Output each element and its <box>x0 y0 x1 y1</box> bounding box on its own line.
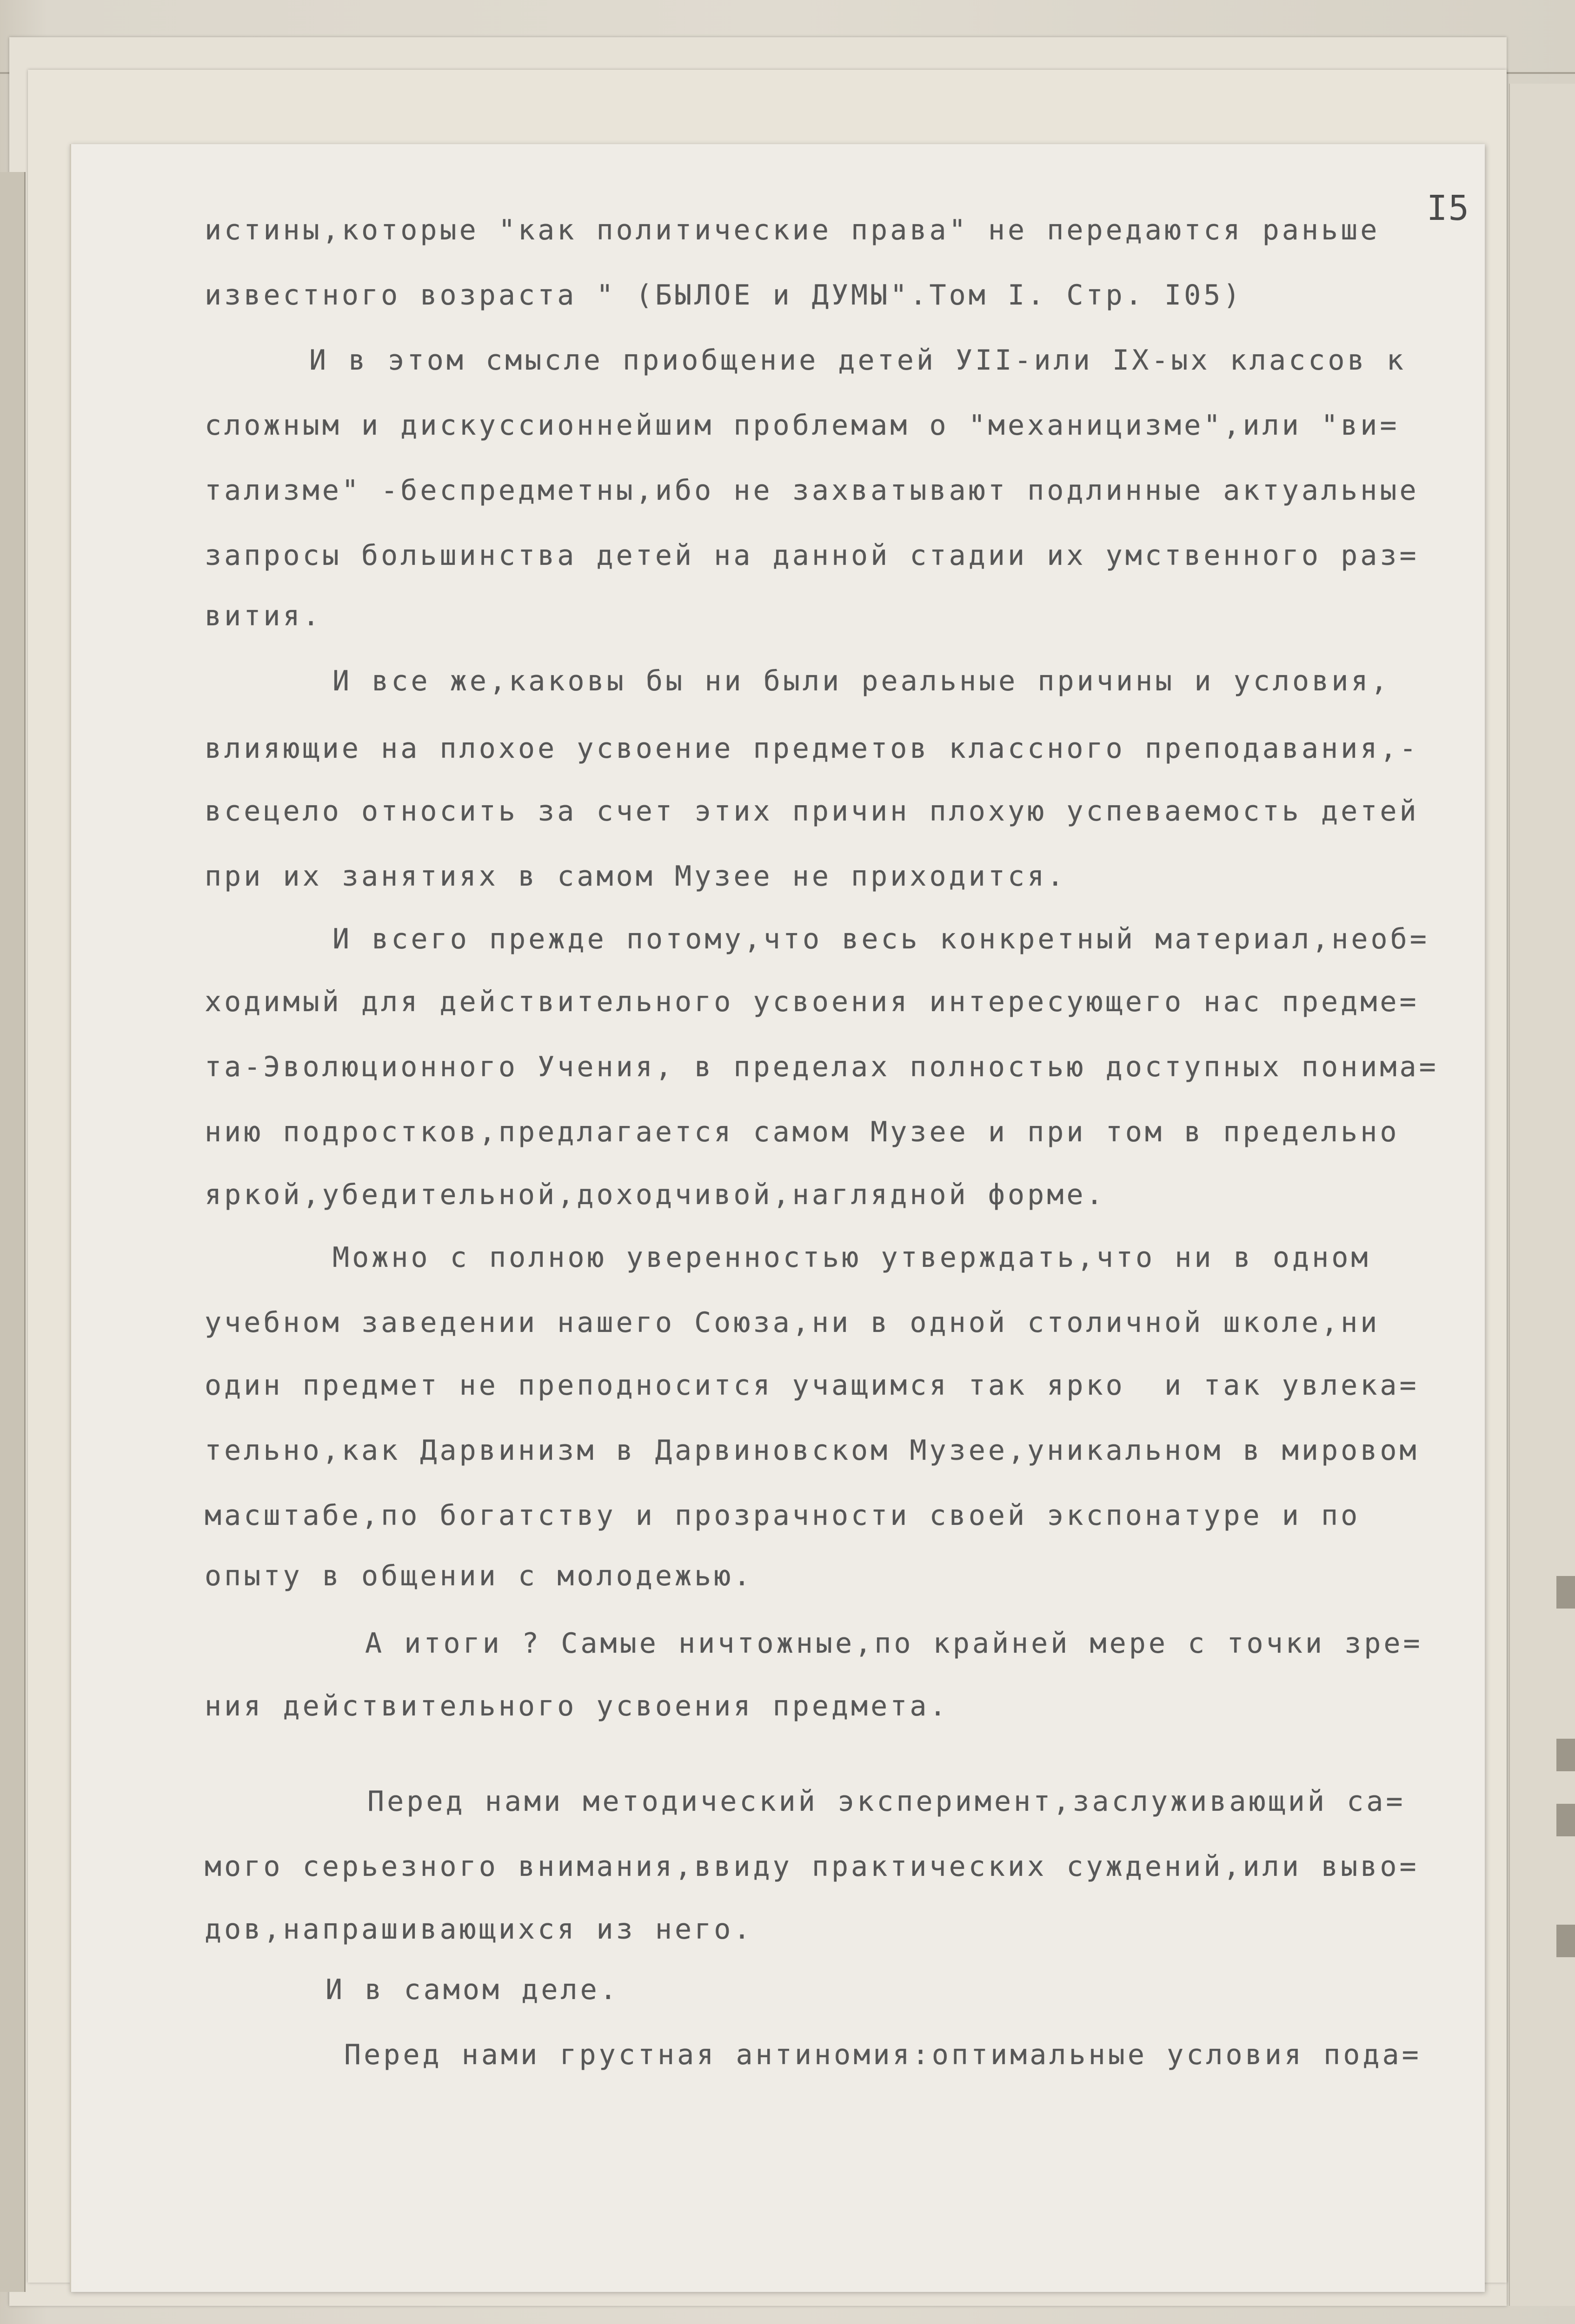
text-line: нию подростков,предлагается самом Музее и при том в предельно <box>205 1116 1400 1148</box>
text-line: учебном заведении нашего Союза,ни в одной столичной школе,ни <box>205 1306 1380 1339</box>
text-line: тализме" -беспредметны,ибо не захватывают подлинные актуальные <box>205 474 1419 507</box>
text-line: сложным и дискуссионнейшим проблемам о "механицизме",или "ви= <box>205 409 1400 442</box>
text-line: ходимый для действительного усвоения интересующего нас предме= <box>205 986 1419 1018</box>
text-line: истины,которые "как политические права" не передаются раньше <box>205 214 1380 246</box>
text-line: дов,напрашивающихся из него. <box>205 1913 753 1946</box>
text-line: И все же,каковы бы ни были реальные причины и условия, <box>332 665 1390 697</box>
text-line: влияющие на плохое усвоение предметов классного преподавания,- <box>205 732 1419 765</box>
text-line: И в самом деле. <box>326 1973 619 2006</box>
text-line: Перед нами грустная антиномия:оптимальные условия пода= <box>344 2039 1422 2071</box>
text-line: мого серьезного внимания,ввиду практических суждений,или выво= <box>205 1850 1419 1883</box>
text-line: ния действительного усвоения предмета. <box>205 1690 949 1722</box>
text-line: опыту в общении с молодежью. <box>205 1560 753 1592</box>
text-line: И в этом смысле приобщение детей УII-или IХ-ых классов к <box>309 344 1406 377</box>
text-line: один предмет не преподносится учащимся так ярко и так увлека= <box>205 1369 1419 1402</box>
text-line: И всего прежде потому,что весь конкретный материал,необ= <box>332 923 1429 955</box>
text-line: та-Эволюционного Учения, в пределах полностью доступных понима= <box>205 1051 1439 1083</box>
text-line: вития. <box>205 600 322 632</box>
text-line: Перед нами методический эксперимент,заслуживающий са= <box>367 1785 1406 1818</box>
page-number: I5 <box>1427 188 1470 228</box>
text-line: тельно,как Дарвинизм в Дарвиновском Музее,уникальном в мировом <box>205 1434 1419 1467</box>
text-line: масштабе,по богатству и прозрачности своей экспонатуре и по <box>205 1499 1361 1532</box>
text-line: яркой,убедительной,доходчивой,наглядной форме. <box>205 1179 1106 1211</box>
text-line: запросы большинства детей на данной стадии их умственного раз= <box>205 539 1419 572</box>
text-line: известного возраста " (БЫЛОЕ и ДУМЫ".Том I. Стр. I05) <box>205 279 1243 311</box>
text-line: А итоги ? Самые ничтожные,по крайней мере с точки зре= <box>365 1627 1423 1660</box>
text-line: всецело относить за счет этих причин плохую успеваемость детей <box>205 795 1419 828</box>
text-line: Можно с полною уверенностью утверждать,что ни в одном <box>332 1241 1371 1274</box>
text-line: при их занятиях в самом Музее не приходится. <box>205 860 1067 893</box>
